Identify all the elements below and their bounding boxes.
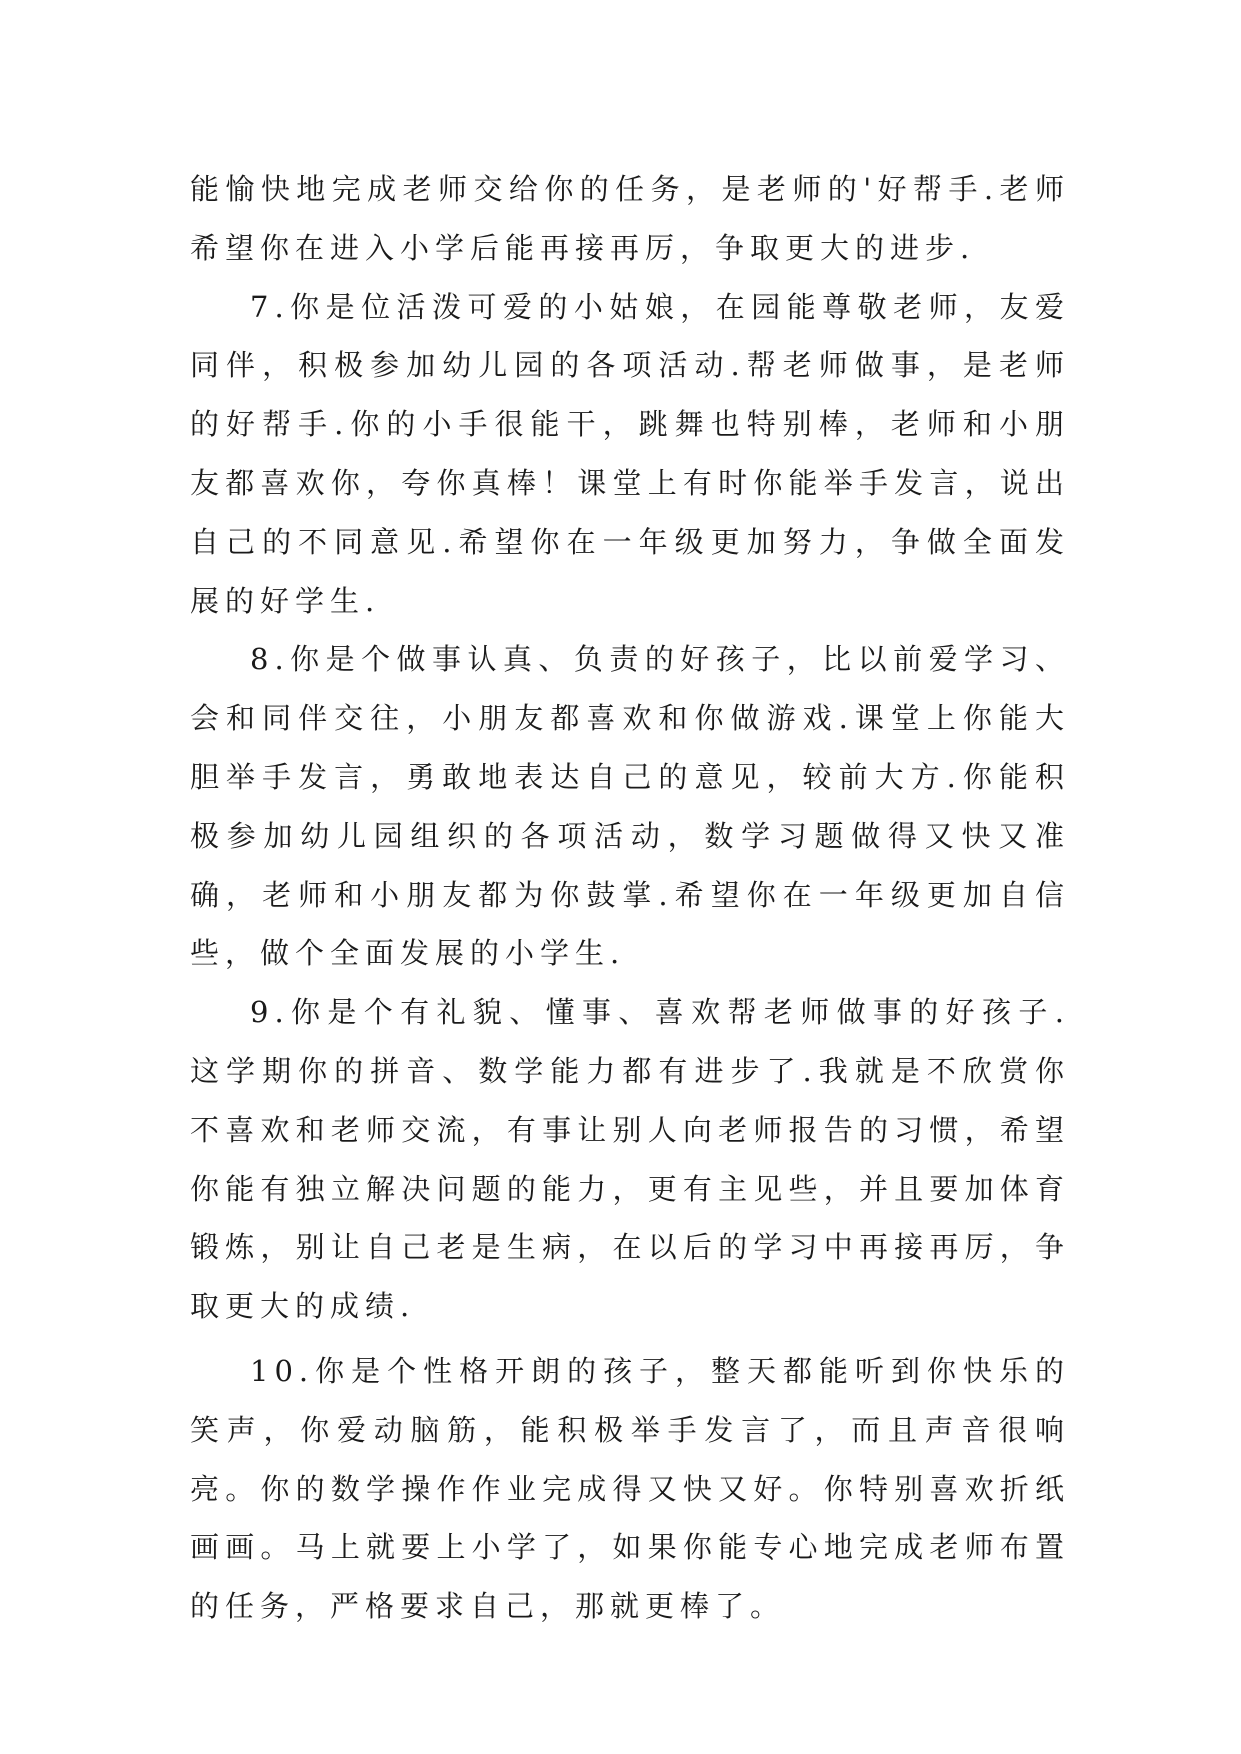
paragraph-7: 7.你是位活泼可爱的小姑娘，在园能尊敬老师，友爱同伴，积极参加幼儿园的各项活动.帮老师做事，是老师的好帮手.你的小手很能干，跳舞也特别棒，老师和小朋友都喜欢你，夸你真棒！课堂上有时你能举手发言，说出自己的不同意见.希望你在一年级更加努力，争做全面发展的好学生. xyxy=(190,289,1070,618)
paragraph-6-continued: 能愉快地完成老师交给你的任务，是老师的'好帮手.老师希望你在进入小学后能再接再厉，争取更大的进步. xyxy=(190,172,1070,265)
paragraph-8: 8.你是个做事认真、负责的好孩子，比以前爱学习、会和同伴交往，小朋友都喜欢和你做游戏.课堂上你能大胆举手发言，勇敢地表达自己的意见，较前大方.你能积极参加幼儿园组织的各项活动，数学习题做得又快又准确，老师和小朋友都为你鼓掌.希望你在一年级更加自信些，做个全面发展的小学生. xyxy=(190,642,1070,971)
paragraph-9: 9.你是个有礼貌、懂事、喜欢帮老师做事的好孩子.这学期你的拼音、数学能力都有进步了.我就是不欣赏你不喜欢和老师交流，有事让别人向老师报告的习惯，希望你能有独立解决问题的能力，更有主见些，并且要加体育锻炼，别让自己老是生病，在以后的学习中再接再厉，争取更大的成绩. xyxy=(190,995,1070,1324)
paragraph-10: 10.你是个性格开朗的孩子，整天都能听到你快乐的笑声，你爱动脑筋，能积极举手发言了，而且声音很响亮。你的数学操作作业完成得又快又好。你特别喜欢折纸画画。马上就要上小学了，如果你能专心地完成老师布置的任务，严格要求自己，那就更棒了。 xyxy=(190,1353,1070,1624)
document-body xyxy=(190,160,1070,1636)
